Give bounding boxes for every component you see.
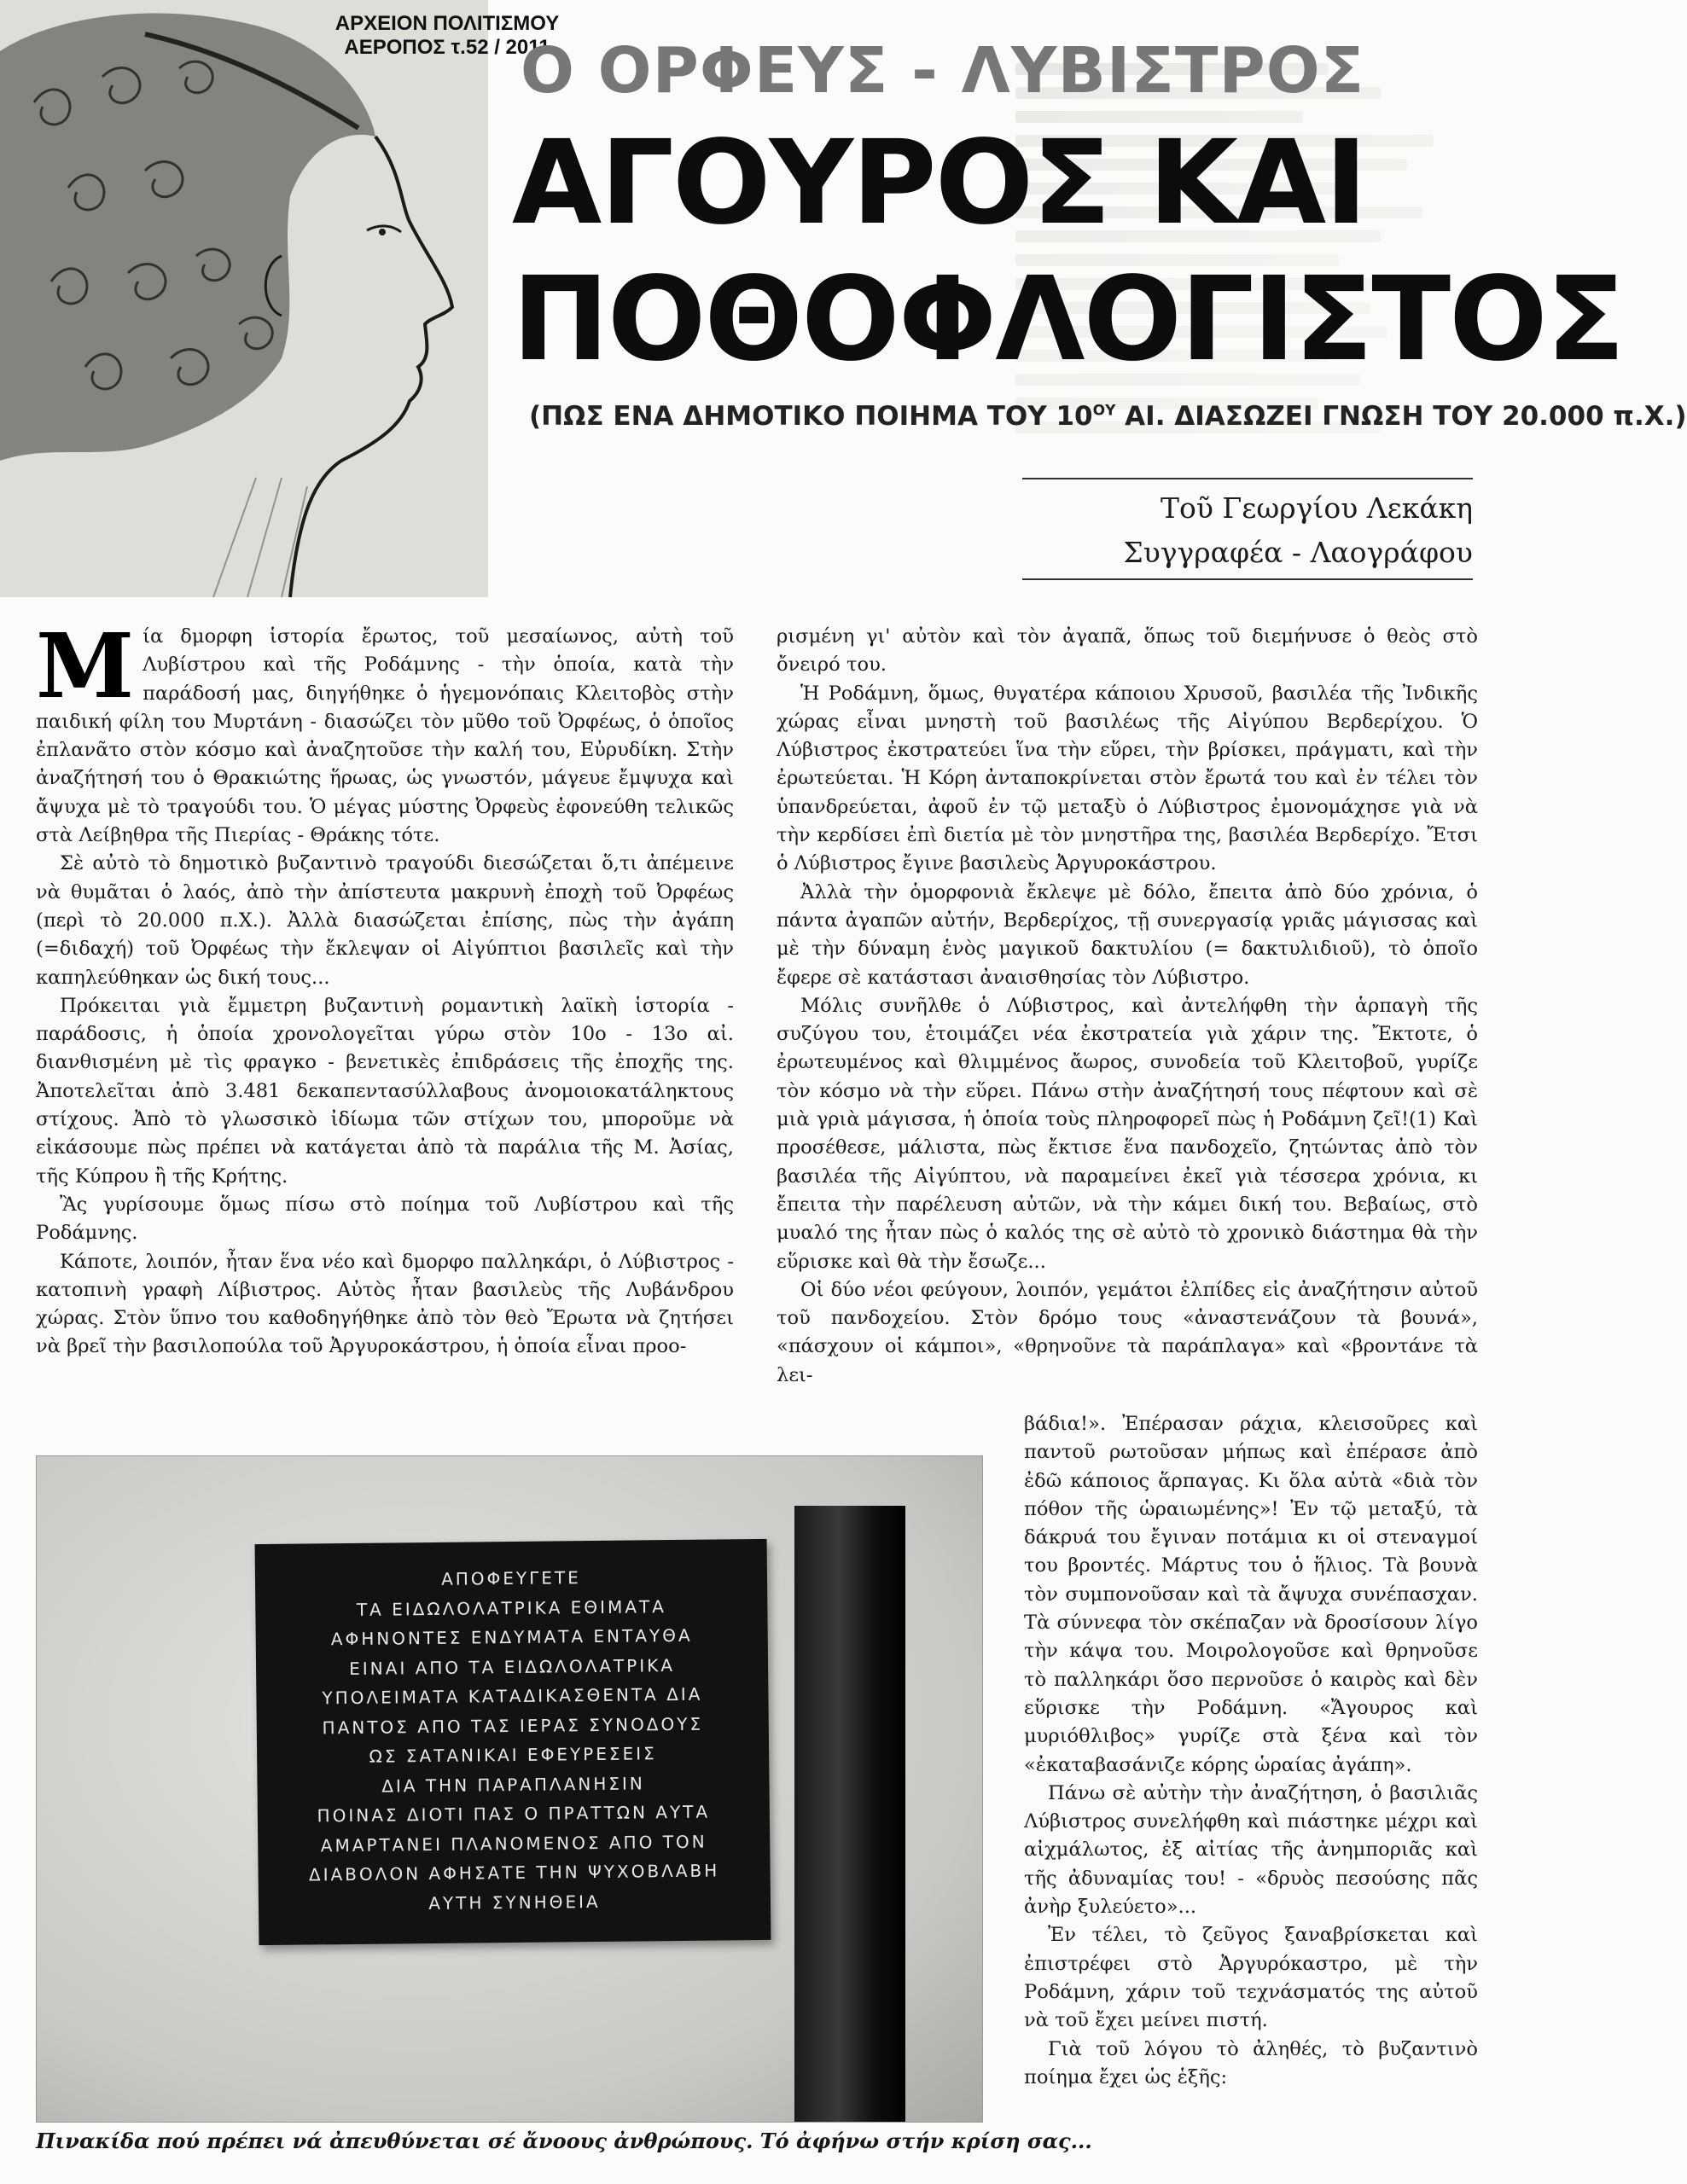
byline [1022,486,1473,575]
plaque [255,1539,771,1945]
article-headline-line2: ΠΟΘΟΦΛΟΓΙΣΤΟΣ [512,253,1624,387]
plaque-line: ΑΦΗΝΟΝΤΕΣ ΕΝΔΥΜΑΤΑ ΕΝΤΑΥΘΑ [330,1624,693,1650]
plaque-line: ΔΙΑ ΤΗΝ ΠΑΡΑΠΛΑΝΗΣΙΝ [381,1772,645,1797]
byline-role: Συγγραφέα - Λαογράφου [1123,536,1473,569]
plaque-line: ΑΥΤΗ ΣΥΝΗΘΕΙΑ [428,1891,601,1914]
plaque-line: ΑΠΟΦΕΥΓΕΤΕ [441,1567,581,1589]
plaque-line: ΠΑΝΤΟΣ ΑΠΟ ΤΑΣ ΙΕΡΑΣ ΣΥΝΟΔΟΥΣ [322,1713,704,1738]
article-column-1 [36,613,734,1362]
drop-cap: Μ [36,613,135,718]
paragraph: Ἂς γυρίσουμε ὅμως πίσω στὸ ποίημα τοῦ Λυβίστρου καὶ τῆς Ροδάμνης. [36,1193,734,1245]
subtitle-text-pre: (ΠΩΣ ΕΝΑ ΔΗΜΟΤΙΚΟ ΠΟΙΗΜΑ ΤΟΥ 10 [529,401,1093,432]
paragraph: Γιὰ τοῦ λόγου τὸ ἀληθές, τὸ βυζαντινὸ ποίημα ἔχει ὡς ἑξῆς: [1024,2037,1478,2088]
byline-rule-top [1022,478,1473,479]
profile-sketch-drawing [0,0,488,597]
paragraph: ρισμένη γι' αὐτὸν καὶ τὸν ἀγαπᾶ, ὅπως τοῦ διεμήνυσε ὁ θεὸς στὸ ὄνειρό του. [777,625,1478,677]
paragraph: Μόλις συνῆλθε ὁ Λύβιστρος, καὶ ἀντελήφθη τὴν ἁρπαγὴ τῆς συζύγου του, ἑτοιμάζει νέα ἐκστρατεία γιὰ χάριν της. Ἔκτοτε, ὁ ἐρωτευμένος καὶ θλιμμένος ἄωρος, συνοδεία τοῦ Κλειτοβοῦ, γυρίζε τὸν κόσμο νὰ τὴν εὕρει. Πάνω στὴν ἀναζήτησή τους πέφτουν καὶ σὲ μιὰ γριὰ μάγισσα, ἡ ὁποία τοὺς πληροφορεῖ πὼς ἡ Ροδάμνη ζεῖ!(1) Καὶ προσέθεσε, μάλιστα, πὼς ἔκτισε ἕνα πανδοχεῖο, ζητώντας ἀπὸ τὸν βασιλέα τῆς Αἰγύπτου, νὰ παραμείνει ἐκεῖ γιὰ τέσσερα χρόνια, κι ἔπειτα τὴν παρέλευση αὐτῶν, νὰ τὴν κάμει δική του. Βεβαίως, στὸ μυαλό της ἦταν πὼς ὁ καλός της σὲ αὐτὸ τὸ χρονικὸ διάστημα θὰ τὴν εὕρισκε καὶ θὰ τὴν ἔσωζε... [777,994,1478,1273]
paragraph: Ἀλλὰ τὴν ὁμορφονιὰ ἔκλεψε μὲ δόλο, ἔπειτα ἀπὸ δύο χρόνια, ὁ πάντα ἀγαπῶν αὐτήν, Βερδερίχος, τῇ συνεργασίᾳ γριᾶς μάγισσας καὶ μὲ τὴν δύναμη ἑνὸς μαγικοῦ δακτυλίου (= δακτυλιδιοῦ), τὸ ὁποῖο ἔφερε σὲ κατάστασι ἀναισθησίας τὸν Λύβιστρο. [777,880,1478,989]
profile-sketch-image [0,0,488,597]
archive-stamp-line1: ΑΡΧΕΙΟΝ ΠΟΛΙΤΙΣΜΟΥ [334,12,560,35]
plaque-line: ΕΙΝΑΙ ΑΠΟ ΤΑ ΕΙΔΩΛΟΛΑΤΡΙΚΑ [349,1654,676,1679]
photo-pillar [794,1506,905,2122]
byline-author: Τοῦ Γεωργίου Λεκάκη [1160,491,1473,525]
photo-caption: Πινακίδα πού πρέπει νά ἀπευθύνεται σέ ἄνοους ἀνθρώπους. Τό ἀφήνω στήν κρίση σας... [36,2129,1092,2153]
paragraph: Σὲ αὐτὸ τὸ δημοτικὸ βυζαντινὸ τραγούδι διεσώζεται ὅ,τι ἀπέμεινε νὰ θυμᾶται ὁ λαός, ἀπὸ τὴν ἀπίστευτα μακρυνὴ ἐποχὴ τοῦ Ὀρφέως (περὶ τὸ 20.000 π.Χ.). Ἀλλὰ διασώζεται ἐπίσης, πὼς τὴν ἀγάπη (=διδαχή) τοῦ Ὀρφέως τὴν ἔκλεψαν οἱ Αἰγύπτιοι βασιλεῖς καὶ τὴν καπηλεύθηκαν ὡς δική τους... [36,852,734,989]
paragraph: Πρόκειται γιὰ ἔμμετρη βυζαντινὴ ρομαντικὴ λαϊκὴ ἱστορία - παράδοσις, ἡ ὁποία χρονολογεῖται γύρω στὸν 10ο - 13ο αἰ. διανθισμένη μὲ τὶς φραγκο - βενετικὲς ἐπιδράσεις τῆς ἐποχῆς της. Ἀποτελεῖται ἀπὸ 3.481 δεκαπεντασύλλαβους ἀνομοιοκατάληκτους στίχους. Ἀπὸ τὸ γλωσσικὸ ἰδίωμα τῶν στίχων του, μποροῦμε νὰ εἰκάσουμε πὼς πρέπει νὰ κατάγεται ἀπὸ τὰ παράλια τῆς Μ. Ἀσίας, τῆς Κύπρου ἢ τῆς Κρήτης. [36,994,734,1188]
byline-rule-bottom [1022,578,1473,580]
subtitle-text-post: ΑΙ. ΔΙΑΣΩΖΕΙ ΓΝΩΣΗ ΤΟΥ 20.000 π.Χ.) [1115,401,1687,432]
plaque-line: ΩΣ ΣΑΤΑΝΙΚΑΙ ΕΦΕΥΡΕΣΕΙΣ [369,1743,657,1767]
plaque-text [255,1561,771,1920]
plaque-line: ΤΑ ΕΙΔΩΛΟΛΑΤΡΙΚΑ ΕΘΙΜΑΤΑ [356,1595,666,1620]
paragraph: Κάποτε, λοιπόν, ἦταν ἕνα νέο καὶ δμορφο παλληκάρι, ὁ Λύβιστρος - κατοπινὴ γραφὴ Λίβιστρος. Αὐτὸς ἦταν βασιλεὺς τῆς Λυβάνδρου χώρας. Στὸν ὕπνο του καθοδηγήθηκε ἀπὸ τὸν θεὸ Ἔρωτα νὰ ζητήσει νὰ βρεῖ τὴν βασιλοπούλα τοῦ Ἀργυροκάστρου, ἡ ὁποία εἶναι προο- [36,1250,734,1358]
paragraph: Ἐν τέλει, τὸ ζεῦγος ξαναβρίσκεται καὶ ἐπιστρέφει στὸ Ἀργυρόκαστρο, μὲ τὴν Ροδάμνη, χάριν τοῦ τεχνάσματός της αὐτοῦ νὰ τοῦ ἔχει μείνει πιστή. [1024,1924,1478,2032]
article-kicker: Ο ΟΡΦΕΥΣ - ΛΥΒΙΣΤΡΟΣ [521,34,1365,107]
plaque-photo [36,1455,983,2123]
paragraph-text: ία δμορφη ἱστορία ἔρωτος, τοῦ μεσαίωνος, αὐτὴ τοῦ Λυβίστρου καὶ τῆς Ροδάμνης - τὴν ὁποία, κατὰ τὴν παράδοσή μας, διηγήθηκε ὁ ἡγεμονόπαις Κλειτοβὸς στὴν παιδική φίλη του Μυρτάνη - διασώζει τὸν μῦθο τοῦ Ὀρφέως, ὁ ὁποῖος ἐπλανᾶτο στὸν κόσμο καὶ ἀναζητοῦσε τὴν καλή του, Εὐρυδίκη. Στὴν ἀναζήτησή του ὁ Θρακιώτης ἥρωας, ὡς γνωστόν, μάγευε ἔμψυχα καὶ ἄψυχα μὲ τὸ τραγούδι του. Ὁ μέγας μύστης Ὀρφεὺς ἐφονεύθη τελικῶς στὰ Λείβηθρα τῆς Πιερίας - Θράκης τότε. [36,625,734,847]
plaque-line: ΑΜΑΡΤΑΝΕΙ ΠΛΑΝΟΜΕΝΟΣ ΑΠΟ ΤΟΝ [320,1831,707,1856]
article-column-2 [777,623,1478,1390]
plaque-line: ΔΙΑΒΟΛΟΝ ΑΦΗΣΑΤΕ ΤΗΝ ΨΥΧΟΒΛΑΒΗ [308,1860,720,1885]
paragraph: Ἡ Ροδάμνη, ὅμως, θυγατέρα κάποιου Χρυσοῦ, βασιλέα τῆς Ἰνδικῆς χώρας εἶναι μνηστὴ τοῦ βασιλέως τῆς Αἰγύπου Βερδερίχου. Ὁ Λύβιστρος ἐκστρατεύει ἵνα τὴν εὕρει, τὴν βρίσκει, πράγματι, καὶ τὴν ἐρωτεύεται. Ἡ Κόρη ἀνταποκρίνεται στὸν ἔρωτά του καὶ ἐν τέλει τὸν ὑπανδρεύεται, ἀφοῦ ἐν τῷ μεταξὺ ὁ Λύβιστρος ἐμονομάχησε γιὰ νὰ τὴν κερδίσει ἐπὶ διετία μὲ τὸν μνηστῆρα της, βασιλέα Βερδερίχο. Ἔτσι ὁ Λύβιστρος ἔγινε βασιλεὺς Ἀργυροκάστρου. [777,682,1478,875]
paragraph [36,613,734,850]
paragraph: βάδια!». Ἐπέρασαν ράχια, κλεισοῦρες καὶ παντοῦ ρωτοῦσαν μήπως καὶ ἐπέρασε ἀπὸ ἐδῶ κάποιος ἅρπαγας. Κι ὅλα αὐτὰ «διὰ τὸν πόθον τῆς ὡραιωμένης»! Ἐν τῷ μεταξύ, τὰ δάκρυά του ἔγιναν ποτάμια κι οἱ στεναγμοί του βροντές. Μάρτυς του ὁ ἥλιος. Τὰ βουνὰ τὸν συμπονοῦσαν καὶ τὰ ἄψυχα συνέπασχαν. Τὰ σύννεφα τὸν σκέπαζαν νὰ δροσίσουν λίγο τὴν κάψα του. Μοιρολογοῦσε καὶ θρηνοῦσε τὸ παλληκάρι ὅσο περνοῦσε ὁ καιρὸς καὶ δὲν εὕρισκε τὴν Ροδάμνη. «Ἄγουρος καὶ μυριόθλιβος» γυρίζε στὰ ξένα καὶ τὸν «ἐκαταβασάνιζε κόρης ὡραίας ἀγάπη». [1024,1413,1478,1776]
paragraph: Πάνω σὲ αὐτὴν τὴν ἀναζήτηση, ὁ βασιλιᾶς Λύβιστρος συνελήφθη καὶ πιάστηκε μέχρι καὶ αἰχμάλωτος, ἐξ αἰτίας τῆς ἀνημποριᾶς καὶ τῆς ἀδυναμίας του! - «δρυὸς πεσούσης πᾶς ἀνὴρ ξυλεύετο»... [1024,1781,1478,1919]
subtitle-superscript: ΟΥ [1092,402,1116,420]
archive-stamp-line2: ΑΕΡΟΠΟΣ τ.52 / 2011 [344,36,550,59]
article-headline-line1: ΑΓΟΥΡΟΣ ΚΑΙ [512,116,1366,251]
article-subtitle [529,401,1687,432]
plaque-line: ΥΠΟΛΕΙΜΑΤΑ ΚΑΤΑΔΙΚΑΣΘΕΝΤΑ ΔΙΑ [322,1683,703,1709]
plaque-line: ΠΟΙΝΑΣ ΔΙΟΤΙ ΠΑΣ Ο ΠΡΑΤΤΩΝ ΑΥΤΑ [317,1801,711,1827]
paragraph: Οἱ δύο νέοι φεύγουν, λοιπόν, γεμάτοι ἐλπίδες εἰς ἀναζήτησιν αὐτοῦ τοῦ πανδοχείου. Στὸν δρόμο τους «ἀναστενάζουν τὰ βουνά», «πάσχουν οἱ κάμποι», «θρηνοῦνε τὰ παράπλαγα» καὶ «βροντάνε τὰ λει- [777,1278,1478,1386]
article-column-3 [1024,1410,1478,2092]
